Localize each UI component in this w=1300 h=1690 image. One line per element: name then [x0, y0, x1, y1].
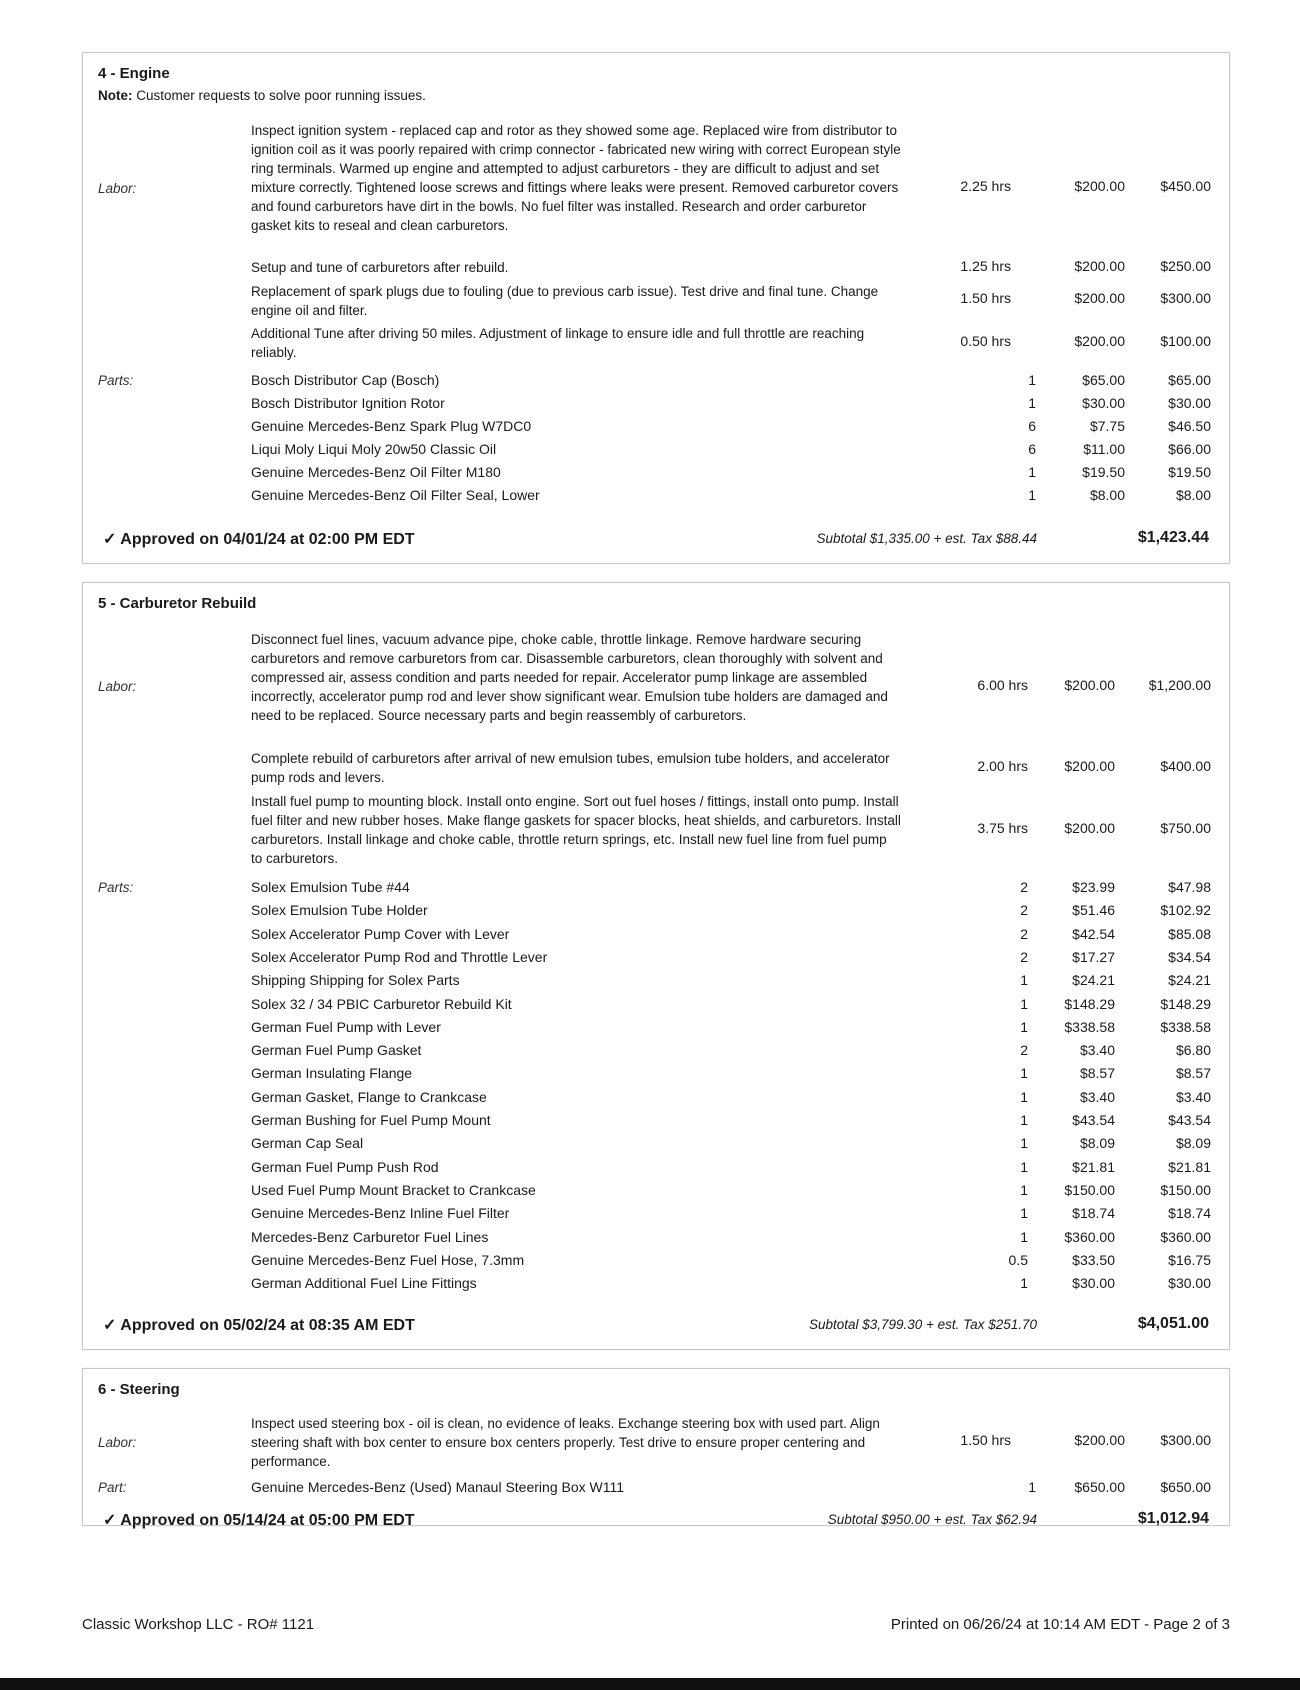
- labor-amount: $1,200.00: [1148, 677, 1211, 693]
- part-qty: 6: [1028, 441, 1036, 457]
- labor-rate: $200.00: [1064, 758, 1115, 774]
- part-name: Genuine Mercedes-Benz Fuel Hose, 7.3mm: [251, 1251, 525, 1268]
- part-name: Mercedes-Benz Carburetor Fuel Lines: [251, 1228, 489, 1245]
- part-name: Solex 32 / 34 PBIC Carburetor Rebuild Kit: [251, 995, 512, 1012]
- part-amount: $150.00: [1160, 1181, 1211, 1198]
- part-row: [83, 879, 1229, 902]
- part-amount: $47.98: [1168, 879, 1211, 895]
- part-name: German Fuel Pump Gasket: [251, 1042, 422, 1059]
- part-row: [83, 926, 1229, 949]
- part-row: [83, 996, 1229, 1019]
- part-amount: $19.50: [1168, 464, 1211, 480]
- section-total: $1,423.44: [1137, 529, 1209, 546]
- section-total: $4,051.00: [1137, 1315, 1209, 1332]
- labor-hours: 1.25 hrs: [960, 258, 1011, 274]
- service-section-engine: [82, 52, 1230, 564]
- part-price: $33.50: [1072, 1251, 1115, 1268]
- part-price: $65.00: [1082, 372, 1125, 388]
- part-row: [83, 1135, 1229, 1158]
- part-qty: 1: [1020, 1275, 1028, 1292]
- part-row: [83, 902, 1229, 925]
- part-name: German Bushing for Fuel Pump Mount: [251, 1112, 491, 1128]
- part-row: [83, 464, 1229, 487]
- part-price: $18.74: [1072, 1205, 1115, 1222]
- labor-label: Labor:: [98, 1435, 137, 1450]
- part-qty: 2: [1020, 879, 1028, 895]
- part-amount: $65.00: [1168, 372, 1211, 388]
- labor-hours: 2.25 hrs: [960, 178, 1011, 194]
- part-name: Shipping Shipping for Solex Parts: [251, 972, 460, 989]
- part-price: $51.46: [1072, 902, 1115, 919]
- part-qty: 0.5: [1008, 1251, 1028, 1268]
- labor-rate: $200.00: [1074, 258, 1125, 274]
- labor-amount: $400.00: [1160, 758, 1211, 774]
- part-name: German Cap Seal: [251, 1135, 364, 1152]
- labor-rate: $200.00: [1074, 333, 1125, 349]
- subtotal-text: Subtotal $3,799.30 + est. Tax $251.70: [808, 1317, 1037, 1332]
- part-amount: $30.00: [1168, 1275, 1211, 1292]
- part-row: [83, 395, 1229, 418]
- part-price: $30.00: [1082, 395, 1125, 411]
- parts-label: Part:: [98, 1480, 127, 1495]
- page-edge: [0, 1678, 1300, 1690]
- part-price: $148.29: [1064, 995, 1115, 1012]
- part-row: [83, 1182, 1229, 1205]
- section-note: [98, 88, 426, 103]
- part-name: Liqui Moly Liqui Moly 20w50 Classic Oil: [251, 441, 497, 457]
- part-amount: $34.54: [1168, 948, 1211, 965]
- part-amount: $8.00: [1175, 487, 1211, 503]
- labor-description: Inspect used steering box - oil is clean, no evidence of leaks. Exchange steering box with used part. Align steering shaft with box center to ensure box centers properly. Test drive to ensure proper centering and performance.: [251, 1416, 880, 1469]
- part-row: [83, 1252, 1229, 1275]
- part-qty: 1: [1028, 464, 1036, 480]
- part-amount: $24.21: [1168, 972, 1211, 989]
- labor-amount: $450.00: [1160, 178, 1211, 194]
- service-section-carburetor: [82, 582, 1230, 1350]
- part-amount: $102.92: [1160, 902, 1211, 919]
- part-qty: 1: [1020, 1228, 1028, 1245]
- part-name: Genuine Mercedes-Benz (Used) Manaul Steering Box W111: [251, 1479, 624, 1495]
- part-qty: 6: [1028, 418, 1036, 434]
- part-amount: $8.09: [1175, 1135, 1211, 1152]
- footer-print-info: Printed on 06/26/24 at 10:14 AM EDT - Page 2 of 3: [890, 1616, 1230, 1633]
- part-name: Solex Accelerator Pump Cover with Lever: [251, 925, 510, 942]
- labor-amount: $250.00: [1160, 258, 1211, 274]
- part-amount: $3.40: [1175, 1088, 1211, 1105]
- part-row: [83, 1159, 1229, 1182]
- labor-description: Additional Tune after driving 50 miles. Adjustment of linkage to ensure idle and full throttle are reaching reliably.: [251, 326, 865, 360]
- part-price: $360.00: [1064, 1228, 1115, 1245]
- labor-description: Complete rebuild of carburetors after arrival of new emulsion tubes, emulsion tube holders, and accelerator pump rods and levers.: [251, 751, 890, 785]
- part-qty: 1: [1020, 1065, 1028, 1082]
- part-amount: $21.81: [1168, 1158, 1211, 1175]
- part-name: Genuine Mercedes-Benz Oil Filter Seal, Lower: [251, 487, 540, 503]
- part-price: $17.27: [1072, 948, 1115, 965]
- part-amount: $30.00: [1168, 395, 1211, 411]
- approval-status: ✓ Approved on 04/01/24 at 02:00 PM EDT: [103, 531, 415, 548]
- part-row: [83, 418, 1229, 441]
- part-qty: 1: [1020, 995, 1028, 1012]
- part-price: $11.00: [1083, 441, 1125, 457]
- part-row: [83, 1042, 1229, 1065]
- labor-hours: 0.50 hrs: [960, 333, 1011, 349]
- labor-description: Replacement of spark plugs due to fouling (due to previous carb issue). Test drive and final tune. Change engine oil and filter.: [251, 284, 879, 318]
- labor-hours: 3.75 hrs: [977, 820, 1028, 836]
- part-amount: $66.00: [1168, 441, 1211, 457]
- footer-shop-info: Classic Workshop LLC - RO# 1121: [82, 1616, 315, 1633]
- part-qty: 1: [1020, 1112, 1028, 1128]
- part-name: German Fuel Pump Push Rod: [251, 1158, 439, 1175]
- parts-label: Parts:: [98, 373, 134, 388]
- note-label: Note:: [98, 88, 133, 103]
- section-total: $1,012.94: [1137, 1510, 1209, 1527]
- part-amount: $148.29: [1160, 995, 1211, 1012]
- part-name: Solex Accelerator Pump Rod and Throttle Lever: [251, 948, 548, 965]
- labor-label: Labor:: [98, 679, 137, 694]
- part-row: [83, 1089, 1229, 1112]
- part-row: [83, 972, 1229, 995]
- part-qty: 2: [1020, 948, 1028, 965]
- labor-description: Setup and tune of carburetors after rebuild.: [251, 260, 509, 275]
- part-row: [83, 1479, 1229, 1502]
- part-qty: 1: [1020, 1205, 1028, 1222]
- approval-status: ✓ Approved on 05/14/24 at 05:00 PM EDT: [103, 1512, 415, 1529]
- service-section-steering: [82, 1368, 1230, 1529]
- part-row: [83, 441, 1229, 464]
- part-qty: 2: [1020, 1042, 1028, 1059]
- part-qty: 1: [1028, 372, 1036, 388]
- part-amount: $18.74: [1168, 1205, 1211, 1222]
- part-price: $8.00: [1089, 487, 1125, 503]
- part-amount: $85.08: [1168, 925, 1211, 942]
- part-name: Genuine Mercedes-Benz Oil Filter M180: [251, 464, 501, 480]
- part-price: $30.00: [1072, 1275, 1115, 1292]
- labor-rate: $200.00: [1064, 677, 1115, 693]
- labor-description: Install fuel pump to mounting block. Install onto engine. Sort out fuel hoses / fittings, install onto pump. Install fuel filter and new rubber hoses. Make flange gaskets for spacer blocks, heat shields, and carburetors. Install carburetors. Install linkage and choke cable, throttle return springs, etc. Install new fuel line from fuel pump to carburetors.: [251, 794, 901, 866]
- part-name: Bosch Distributor Ignition Rotor: [251, 395, 445, 411]
- part-price: $3.40: [1079, 1042, 1115, 1059]
- part-price: $19.50: [1082, 464, 1125, 480]
- part-price: $3.40: [1079, 1088, 1115, 1105]
- part-qty: 2: [1020, 925, 1028, 942]
- part-qty: 1: [1028, 395, 1036, 411]
- labor-hours: 1.50 hrs: [960, 290, 1011, 306]
- labor-description: Disconnect fuel lines, vacuum advance pipe, choke cable, throttle linkage. Remove hardware securing carburetors and remove carburetors from car. Disassemble carburetors, clean thoroughly with solvent and compressed air, assess condition and parts needed for repair. Accelerator pump linkage are assembled incorrectly, accelerator pump rod and lever show significant wear. Emulsion tube holders are damaged and need to be replaced. Source necessary parts and begin reassembly of carburetors.: [251, 632, 888, 723]
- part-row: [83, 1065, 1229, 1088]
- part-row: [83, 1019, 1229, 1042]
- labor-amount: $300.00: [1160, 290, 1211, 306]
- part-price: $7.75: [1089, 418, 1125, 434]
- labor-amount: $300.00: [1160, 1432, 1211, 1448]
- labor-hours: 6.00 hrs: [977, 677, 1028, 693]
- part-name: German Fuel Pump with Lever: [251, 1018, 441, 1035]
- part-amount: $360.00: [1160, 1228, 1211, 1245]
- part-row: [83, 1275, 1229, 1298]
- part-amount: $6.80: [1175, 1042, 1211, 1059]
- part-amount: $43.54: [1168, 1112, 1211, 1128]
- part-qty: 1: [1020, 1088, 1028, 1105]
- part-qty: 1: [1020, 1158, 1028, 1175]
- section-title: 6 - Steering: [98, 1381, 180, 1398]
- part-row: [83, 1205, 1229, 1228]
- part-name: German Insulating Flange: [251, 1065, 413, 1082]
- part-qty: 2: [1020, 902, 1028, 919]
- part-price: $24.21: [1072, 972, 1115, 989]
- part-name: Used Fuel Pump Mount Bracket to Crankcase: [251, 1181, 536, 1198]
- part-price: $42.54: [1072, 925, 1115, 942]
- part-price: $43.54: [1072, 1112, 1115, 1128]
- labor-hours: 1.50 hrs: [960, 1432, 1011, 1448]
- part-qty: 1: [1028, 487, 1036, 503]
- part-price: $150.00: [1064, 1181, 1115, 1198]
- part-qty: 1: [1020, 1181, 1028, 1198]
- part-row: [83, 1112, 1229, 1135]
- part-name: Bosch Distributor Cap (Bosch): [251, 372, 440, 388]
- subtotal-text: Subtotal $1,335.00 + est. Tax $88.44: [816, 531, 1037, 546]
- part-price: $650.00: [1074, 1479, 1125, 1495]
- labor-amount: $750.00: [1160, 820, 1211, 836]
- part-name: Genuine Mercedes-Benz Inline Fuel Filter: [251, 1205, 510, 1222]
- section-title: 4 - Engine: [98, 65, 170, 82]
- subtotal-text: Subtotal $950.00 + est. Tax $62.94: [827, 1512, 1037, 1527]
- labor-rate: $200.00: [1064, 820, 1115, 836]
- labor-rate: $200.00: [1074, 178, 1125, 194]
- note-text: Customer requests to solve poor running issues.: [132, 88, 426, 103]
- part-qty: 1: [1020, 1018, 1028, 1035]
- labor-amount: $100.00: [1160, 333, 1211, 349]
- parts-label: Parts:: [98, 880, 134, 895]
- part-amount: $338.58: [1160, 1018, 1211, 1035]
- part-qty: 1: [1020, 972, 1028, 989]
- labor-hours: 2.00 hrs: [977, 758, 1028, 774]
- labor-description: Inspect ignition system - replaced cap and rotor as they showed some age. Replaced wire from distributor to ignition coil as it was poorly repaired with crimp connector - fabricated new wiring with correct European style ring terminals. Warmed up engine and attempted to adjust carburetors - they are difficult to adjust and set mixture correctly. Tightened loose screws and fittings where leaks were present. Removed carburetor covers and found carburetors have dirt in the bowls. No fuel filter was installed. Research and order carburetor gasket kits to reseal and clean carburetors.: [251, 123, 901, 233]
- part-qty: 1: [1028, 1479, 1036, 1495]
- part-price: $338.58: [1064, 1018, 1115, 1035]
- part-amount: $8.57: [1175, 1065, 1211, 1082]
- part-name: German Gasket, Flange to Crankcase: [251, 1088, 487, 1105]
- section-title: 5 - Carburetor Rebuild: [98, 595, 257, 612]
- part-amount: $16.75: [1168, 1251, 1211, 1268]
- part-name: German Additional Fuel Line Fittings: [251, 1275, 477, 1292]
- labor-label: Labor:: [98, 181, 137, 196]
- labor-rate: $200.00: [1074, 1432, 1125, 1448]
- part-row: [83, 1229, 1229, 1252]
- approval-status: ✓ Approved on 05/02/24 at 08:35 AM EDT: [103, 1317, 415, 1334]
- part-price: $8.57: [1079, 1065, 1115, 1082]
- part-qty: 1: [1020, 1135, 1028, 1152]
- part-name: Solex Emulsion Tube Holder: [251, 902, 428, 919]
- labor-rate: $200.00: [1074, 290, 1125, 306]
- part-price: $23.99: [1072, 879, 1115, 895]
- part-name: Solex Emulsion Tube #44: [251, 879, 410, 895]
- part-row: [83, 487, 1229, 510]
- part-price: $8.09: [1079, 1135, 1115, 1152]
- part-row: [83, 372, 1229, 395]
- part-amount: $650.00: [1160, 1479, 1211, 1495]
- part-name: Genuine Mercedes-Benz Spark Plug W7DC0: [251, 418, 532, 434]
- part-amount: $46.50: [1168, 418, 1211, 434]
- part-row: [83, 949, 1229, 972]
- part-price: $21.81: [1072, 1158, 1115, 1175]
